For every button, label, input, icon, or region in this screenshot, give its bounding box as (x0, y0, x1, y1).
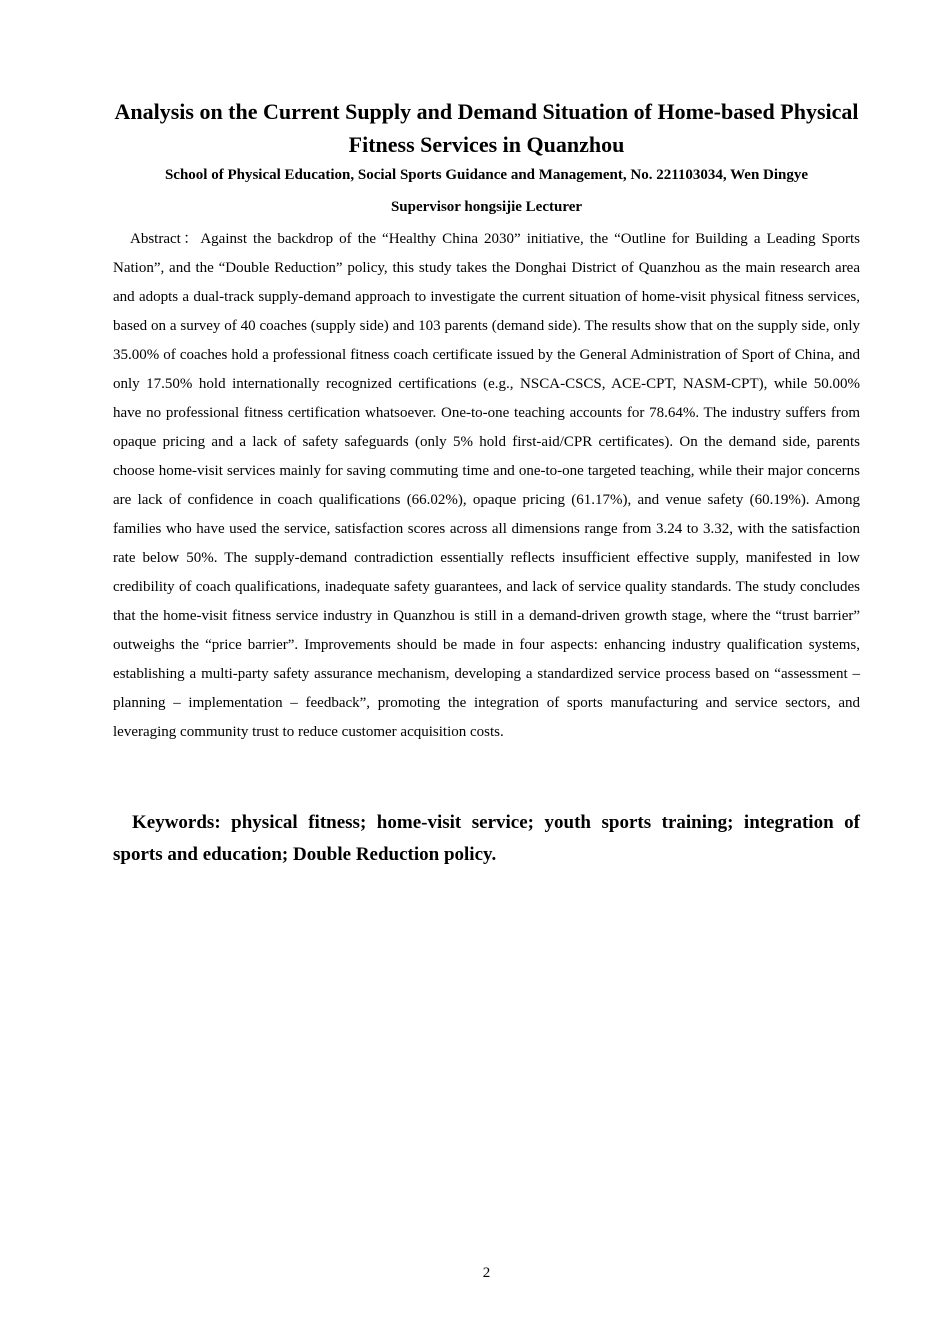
page-number: 2 (482, 1265, 491, 1281)
paper-title: Analysis on the Current Supply and Demand Situation of Home-based Physical Fitness Services in Quanzhou (114, 99, 859, 157)
author-affiliation: School of Physical Education, Social Sports Guidance and Management, No. 221103034, Wen Dingye (164, 167, 809, 183)
abstract-body: Against the backdrop of the “Healthy China 2030” initiative, the “Outline for Building a Leading Sports Nation”, and the “Double Reduction” policy, this study takes the Donghai District of Quanzhou as the main research area and adopts a dual-track supply-demand approach to investigate the current situation of home-visit physical fitness services, based on a survey of 40 coaches (supply side) and 103 parents (demand side). The results show that on the supply side, only 35.00% of coaches hold a professional fitness coach certificate issued by the General Administration of Sport of China, and only 17.50% hold internationally recognized certifications (e.g., NSCA-CSCS, ACE-CPT, NASM-CPT), while 50.00% have no professional fitness certification whatsoever. One-to-one teaching accounts for 78.64%. The industry suffers from opaque pricing and a lack of safety safeguards (only 5% hold first-aid/CPR certificates). On the demand side, parents choose home-visit services mainly for saving commuting time and one-to-one targeted teaching, while their major concerns are lack of confidence in coach qualifications (66.02%), opaque pricing (61.17%), and venue safety (60.19%). Among families who have used the service, satisfaction scores across all dimensions range from 3.24 to 3.32, with the satisfaction rate below 50%. The supply-demand contradiction essentially reflects insufficient effective supply, manifested in low credibility of coach qualifications, inadequate safety guarantees, and lack of service quality standards. The study concludes that the home-visit fitness service industry in Quanzhou is still in a demand-driven growth stage, where the “trust barrier” outweighs the “price barrier”. Improvements should be made in four aspects: enhancing industry qualification systems, establishing a multi-party safety assurance mechanism, developing a standardized service process based on “assessment – planning – implementation – feedback”, promoting the integration of sports manufacturing and service sectors, and leveraging community trust to reduce customer acquisition costs. (113, 231, 860, 740)
supervisor-line: Supervisor hongsijie Lecturer (390, 199, 583, 215)
abstract-paragraph (113, 225, 860, 747)
keywords-paragraph: Keywords: physical fitness; home-visit service; youth sports training; integration of sports and education; Double Reduction policy. (113, 812, 860, 865)
abstract-label: Abstract： (130, 231, 201, 247)
document-page (113, 0, 860, 1344)
